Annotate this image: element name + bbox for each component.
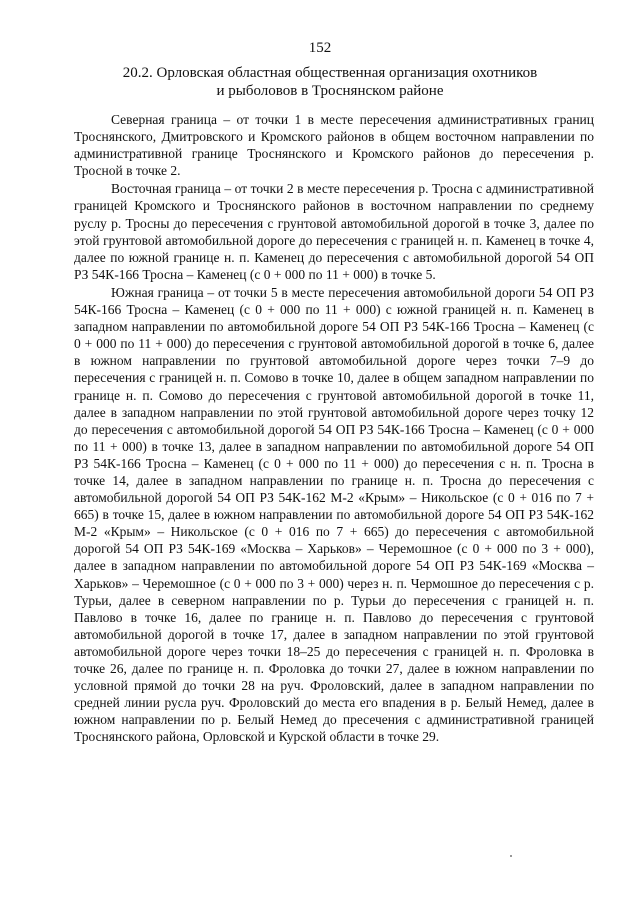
section-heading-line-1: 20.2. Орловская областная общественная организация охотников [122,65,538,81]
body-text [74,111,594,745]
section-heading [60,64,600,100]
paragraph-eastern-border: Восточная граница – от точки 2 в месте пересечения р. Тросна с административной границей Кромского и Троснянского районов в восточном направлении по среднему руслу р. Тросны до пересечения с грунтовой автомобильной дорогой в точке 3, далее по этой грунтовой автомобильной дороге до пересечения с границей н. п. Каменец в точке 4, далее по южной границе н. п. Каменец до пересечения с автомобильной дорогой 54 ОП РЗ 54К-166 Тросна – Каменец (с 0 + 000 по 11 + 000) в точке 5. [74,181,594,282]
paragraph-southern-border: Южная граница – от точки 5 в месте пересечения автомобильной дороги 54 ОП РЗ 54К-166 Тросна – Каменец (с 0 + 000 по 11 + 000) с южной границей н. п. Каменец в западном направлении по автомобильной дороге 54 ОП РЗ 54К-166 Тросна – Каменец (с 0 + 000 по 11 + 000) до пересечения с грунтовой автомобильной дорогой в точке 6, далее в южном направлении по грунтовой автомобильной дороге через точки 7–9 до пересечения с границей н. п. Сомово в точке 10, далее в общем западном направлении по границе н. п. Сомово до пересечения с грунтовой автомобильной дорогой в точке 11, далее в западном направлении по этой грунтовой автомобильной дороге через точку 12 до пересечения с автомобильной дорогой 54 ОП РЗ 54К-166 Тросна – Каменец (с 0 + 000 по 11 + 000) в точке 13, далее в западном направлении по автомобильной дороге 54 ОП РЗ 54К-166 Тросна – Каменец (с 0 + 000 по 11 + 000) до пересечения с н. п. Тросна в точке 14, далее в западном направлении по границе н. п. Тросна до пересечения с автомобильной дорогой 54 ОП РЗ 54К-162 М-2 «Крым» – Никольское (с 0 + 016 по 7 + 665) в точке 15, далее в южном направлении по автомобильной дороге 54 ОП РЗ 54К-162 М-2 «Крым» – Никольское (с 0 + 016 по 7 + 665) до пересечения с автомобильной дорогой 54 ОП РЗ 54К-169 «Москва – Харьков» – Черемошное (с 0 + 000 по 3 + 000), далее в западном направлении по автомобильной дороге 54 ОП РЗ 54К-169 «Москва – Харьков» – Черемошное (с 0 + 000 по 3 + 000) через н. п. Чермошное до пересечения с р. Турьи, далее в северном направлении по р. Турьи до пересечения с границей н. п. Павлово в точке 16, далее по границе н. п. Павлово до пересечения с грунтовой автомобильной дорогой в точке 17, далее в западном направлении по этой грунтовой автомобильной дороге через точки 18–25 до пересечения с границей н. п. Фроловка в точке 26, далее по границе н. п. Фроловка до точки 27, далее в южном направлении по условной прямой до точки 28 на руч. Фроловский, далее в западном направлении по средней линии русла руч. Фроловский до места его впадения в р. Белый Немед, далее в южном направлении по р. Белый Немед до пресечения с административной границей Троснянского района, Орловской и Курской области в точке 29. [74,284,594,745]
page-number: 152 [308,40,332,56]
section-heading-line-2: и рыболовов в Троснянском районе [216,83,444,99]
scan-speck [510,855,512,857]
paragraph-northern-border: Северная граница – от точки 1 в месте пересечения административных границ Троснянского, Дмитровского и Кромского районов в общем восточном направлении по административной границе Троснянского и Кромского районов до пересечения р. Тросной в точке 2. [74,112,594,179]
